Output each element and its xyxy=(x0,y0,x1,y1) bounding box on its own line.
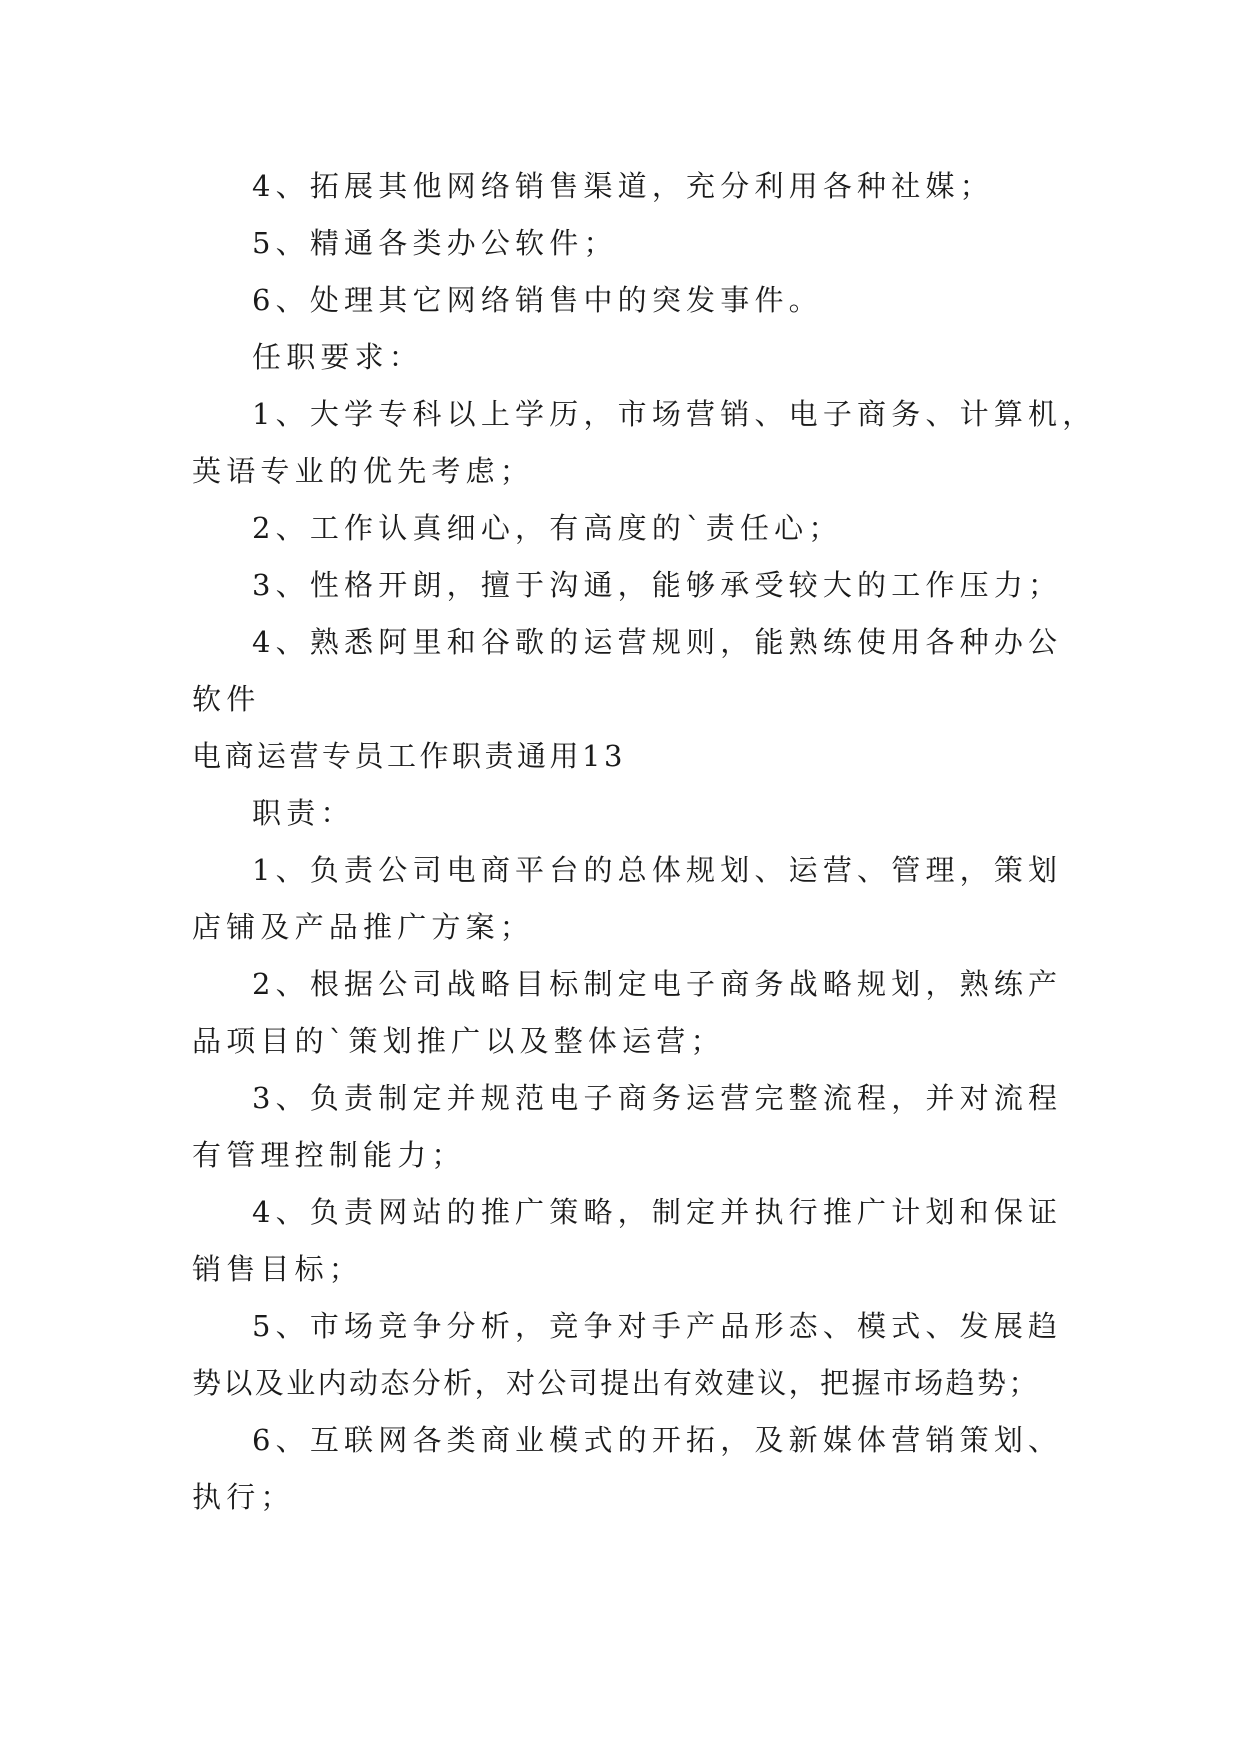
text-line: 3、性格开朗，擅于沟通，能够承受较大的工作压力； xyxy=(252,568,1063,602)
text-line: 有管理控制能力； xyxy=(192,1138,466,1172)
text-line: 6、互联网各类商业模式的开拓，及新媒体营销策划、 xyxy=(252,1423,1063,1457)
text-line: 势以及业内动态分析，对公司提出有效建议，把握市场趋势； xyxy=(192,1366,1040,1400)
text-line: 1、负责公司电商平台的总体规划、运营、管理，策划 xyxy=(252,853,1063,887)
text-line: 4、熟悉阿里和谷歌的运营规则，能熟练使用各种办公 xyxy=(252,625,1063,659)
text-line: 英语专业的优先考虑； xyxy=(192,454,535,488)
text-line: 2、工作认真细心，有高度的`责任心； xyxy=(252,511,843,545)
text-line: 4、负责网站的推广策略，制定并执行推广计划和保证 xyxy=(252,1195,1063,1229)
text-line: 3、负责制定并规范电子商务运营完整流程，并对流程 xyxy=(252,1081,1063,1115)
text-line: 2、根据公司战略目标制定电子商务战略规划，熟练产 xyxy=(252,967,1063,1001)
section-title: 电商运营专员工作职责通用13 xyxy=(192,739,626,773)
section-heading: 任职要求： xyxy=(252,340,424,374)
text-line: 店铺及产品推广方案； xyxy=(192,910,535,944)
section-heading: 职责： xyxy=(252,796,355,830)
text-line: 执行； xyxy=(192,1480,295,1514)
text-line: 销售目标； xyxy=(192,1252,364,1286)
text-line: 6、处理其它网络销售中的突发事件。 xyxy=(252,283,823,317)
text-line: 4、拓展其他网络销售渠道，充分利用各种社媒； xyxy=(252,169,994,203)
text-line: 1、大学专科以上学历，市场营销、电子商务、计算机， xyxy=(252,397,1097,431)
text-line: 软件 xyxy=(192,682,261,716)
text-line: 品项目的`策划推广以及整体运营； xyxy=(192,1024,725,1058)
text-line: 5、精通各类办公软件； xyxy=(252,226,618,260)
text-line: 5、市场竞争分析，竞争对手产品形态、模式、发展趋 xyxy=(252,1309,1063,1343)
